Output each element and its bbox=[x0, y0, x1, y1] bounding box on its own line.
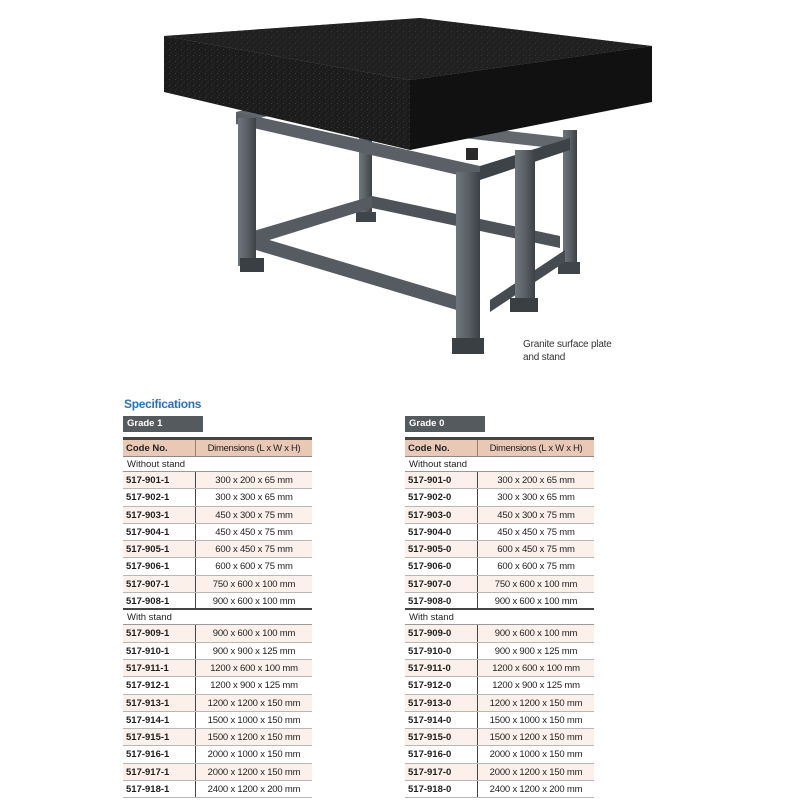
table-row bbox=[405, 764, 594, 781]
dimensions-cell: 1200 x 900 x 125 mm bbox=[492, 680, 580, 692]
table-row bbox=[123, 660, 312, 677]
table-row bbox=[405, 712, 594, 729]
dimensions-cell: 900 x 600 x 100 mm bbox=[494, 628, 578, 640]
dimensions-cell: 2000 x 1200 x 150 mm bbox=[207, 766, 301, 778]
rows-with-stand bbox=[123, 625, 312, 798]
code-cell: 517-912-0 bbox=[405, 677, 478, 693]
dimensions-cell: 900 x 600 x 100 mm bbox=[212, 596, 296, 608]
code-cell: 517-910-1 bbox=[123, 643, 196, 659]
table-row bbox=[405, 625, 594, 642]
table-row bbox=[123, 746, 312, 763]
dimensions-cell: 450 x 300 x 75 mm bbox=[497, 509, 575, 521]
header-dimensions: Dimensions (L x W x H) bbox=[207, 443, 301, 454]
dimensions-cell: 2000 x 1000 x 150 mm bbox=[489, 749, 583, 761]
dimensions-cell: 900 x 600 x 100 mm bbox=[212, 628, 296, 640]
code-cell: 517-911-1 bbox=[123, 660, 196, 676]
code-cell: 517-915-1 bbox=[123, 729, 196, 745]
code-cell: 517-904-0 bbox=[405, 524, 478, 540]
table-row bbox=[123, 677, 312, 694]
table-row bbox=[405, 781, 594, 798]
table-row bbox=[123, 541, 312, 558]
table-row bbox=[123, 558, 312, 575]
code-cell: 517-917-1 bbox=[123, 764, 196, 780]
code-cell: 517-913-1 bbox=[123, 695, 196, 711]
code-cell: 517-909-0 bbox=[405, 625, 478, 641]
dimensions-cell: 1500 x 1000 x 150 mm bbox=[207, 714, 301, 726]
granite-surface-plate-image bbox=[150, 10, 670, 360]
table-row bbox=[123, 472, 312, 489]
spec-table-grade-0 bbox=[405, 416, 594, 798]
code-cell: 517-905-1 bbox=[123, 541, 196, 557]
code-cell: 517-918-1 bbox=[123, 781, 196, 797]
table-row bbox=[123, 576, 312, 593]
table-row bbox=[123, 507, 312, 524]
code-cell: 517-917-0 bbox=[405, 764, 478, 780]
table-row bbox=[123, 524, 312, 541]
code-cell: 517-909-1 bbox=[123, 625, 196, 641]
header-code: Code No. bbox=[405, 440, 478, 456]
grade-label: Grade 1 bbox=[123, 416, 203, 432]
code-cell: 517-913-0 bbox=[405, 695, 478, 711]
code-cell: 517-906-0 bbox=[405, 558, 478, 574]
table-row bbox=[405, 660, 594, 677]
dimensions-cell: 2000 x 1000 x 150 mm bbox=[207, 749, 301, 761]
dimensions-cell: 300 x 200 x 65 mm bbox=[215, 475, 293, 486]
table-row bbox=[123, 593, 312, 610]
code-cell: 517-918-0 bbox=[405, 781, 478, 797]
code-cell: 517-905-0 bbox=[405, 541, 478, 557]
header-dimensions: Dimensions (L x W x H) bbox=[489, 443, 583, 454]
specifications-heading: Specifications bbox=[124, 397, 202, 411]
dimensions-cell: 900 x 900 x 125 mm bbox=[494, 645, 578, 657]
grade-label: Grade 0 bbox=[405, 416, 485, 432]
code-cell: 517-904-1 bbox=[123, 524, 196, 540]
section-without-stand: Without stand bbox=[405, 457, 594, 472]
table-row bbox=[405, 593, 594, 610]
code-cell: 517-912-1 bbox=[123, 677, 196, 693]
code-cell: 517-901-1 bbox=[123, 472, 196, 488]
table-header bbox=[123, 440, 312, 457]
dimensions-cell: 1200 x 1200 x 150 mm bbox=[207, 697, 301, 709]
dimensions-cell: 1500 x 1200 x 150 mm bbox=[489, 732, 583, 744]
code-cell: 517-903-0 bbox=[405, 507, 478, 523]
code-cell: 517-907-0 bbox=[405, 576, 478, 592]
code-cell: 517-914-0 bbox=[405, 712, 478, 728]
table-header bbox=[405, 440, 594, 457]
code-cell: 517-916-0 bbox=[405, 746, 478, 762]
code-cell: 517-901-0 bbox=[405, 472, 478, 488]
dimensions-cell: 2400 x 1200 x 200 mm bbox=[207, 784, 301, 796]
dimensions-cell: 450 x 450 x 75 mm bbox=[497, 526, 575, 538]
table-row bbox=[123, 781, 312, 798]
table-row bbox=[123, 695, 312, 712]
rows-without-stand bbox=[123, 472, 312, 610]
table-row bbox=[405, 576, 594, 593]
dimensions-cell: 300 x 200 x 65 mm bbox=[497, 475, 575, 486]
section-with-stand: With stand bbox=[405, 610, 594, 625]
code-cell: 517-907-1 bbox=[123, 576, 196, 592]
table-row bbox=[123, 764, 312, 781]
dimensions-cell: 750 x 600 x 100 mm bbox=[212, 578, 296, 590]
dimensions-cell: 1200 x 900 x 125 mm bbox=[210, 680, 298, 692]
code-cell: 517-903-1 bbox=[123, 507, 196, 523]
table-row bbox=[123, 729, 312, 746]
code-cell: 517-908-1 bbox=[123, 593, 196, 608]
table-row bbox=[405, 472, 594, 489]
rows-without-stand bbox=[405, 472, 594, 610]
code-cell: 517-910-0 bbox=[405, 643, 478, 659]
dimensions-cell: 750 x 600 x 100 mm bbox=[494, 578, 578, 590]
dimensions-cell: 300 x 300 x 65 mm bbox=[497, 492, 575, 504]
table-row bbox=[405, 677, 594, 694]
caption-line-1: Granite surface plate bbox=[523, 339, 612, 350]
dimensions-cell: 2000 x 1200 x 150 mm bbox=[489, 766, 583, 778]
dimensions-cell: 1200 x 600 x 100 mm bbox=[210, 662, 298, 674]
code-cell: 517-911-0 bbox=[405, 660, 478, 676]
code-cell: 517-914-1 bbox=[123, 712, 196, 728]
table-row bbox=[405, 489, 594, 506]
code-cell: 517-908-0 bbox=[405, 593, 478, 608]
table-row bbox=[405, 643, 594, 660]
table-row bbox=[123, 489, 312, 506]
header-code: Code No. bbox=[123, 440, 196, 456]
dimensions-cell: 900 x 900 x 125 mm bbox=[212, 645, 296, 657]
table-row bbox=[123, 712, 312, 729]
dimensions-cell: 900 x 600 x 100 mm bbox=[494, 596, 578, 608]
dimensions-cell: 1500 x 1200 x 150 mm bbox=[207, 732, 301, 744]
dimensions-cell: 450 x 450 x 75 mm bbox=[215, 526, 293, 538]
dimensions-cell: 1500 x 1000 x 150 mm bbox=[489, 714, 583, 726]
table-row bbox=[405, 524, 594, 541]
code-cell: 517-902-0 bbox=[405, 489, 478, 505]
image-caption bbox=[523, 338, 612, 364]
code-cell: 517-915-0 bbox=[405, 729, 478, 745]
section-with-stand: With stand bbox=[123, 610, 312, 625]
code-cell: 517-916-1 bbox=[123, 746, 196, 762]
table-row bbox=[405, 507, 594, 524]
dimensions-cell: 600 x 600 x 75 mm bbox=[497, 561, 575, 573]
dimensions-cell: 600 x 450 x 75 mm bbox=[497, 544, 575, 556]
dimensions-cell: 600 x 600 x 75 mm bbox=[215, 561, 293, 573]
table-row bbox=[405, 695, 594, 712]
dimensions-cell: 2400 x 1200 x 200 mm bbox=[489, 784, 583, 796]
code-cell: 517-906-1 bbox=[123, 558, 196, 574]
section-without-stand: Without stand bbox=[123, 457, 312, 472]
table-row bbox=[123, 625, 312, 642]
dimensions-cell: 450 x 300 x 75 mm bbox=[215, 509, 293, 521]
rows-with-stand bbox=[405, 625, 594, 798]
table-row bbox=[405, 541, 594, 558]
table-row bbox=[405, 558, 594, 575]
table-row bbox=[123, 643, 312, 660]
dimensions-cell: 600 x 450 x 75 mm bbox=[215, 544, 293, 556]
spec-table-grade-1 bbox=[123, 416, 312, 798]
code-cell: 517-902-1 bbox=[123, 489, 196, 505]
dimensions-cell: 1200 x 600 x 100 mm bbox=[492, 662, 580, 674]
table-row bbox=[405, 729, 594, 746]
dimensions-cell: 1200 x 1200 x 150 mm bbox=[489, 697, 583, 709]
caption-line-2: and stand bbox=[523, 352, 566, 363]
table-row bbox=[405, 746, 594, 763]
dimensions-cell: 300 x 300 x 65 mm bbox=[215, 492, 293, 504]
